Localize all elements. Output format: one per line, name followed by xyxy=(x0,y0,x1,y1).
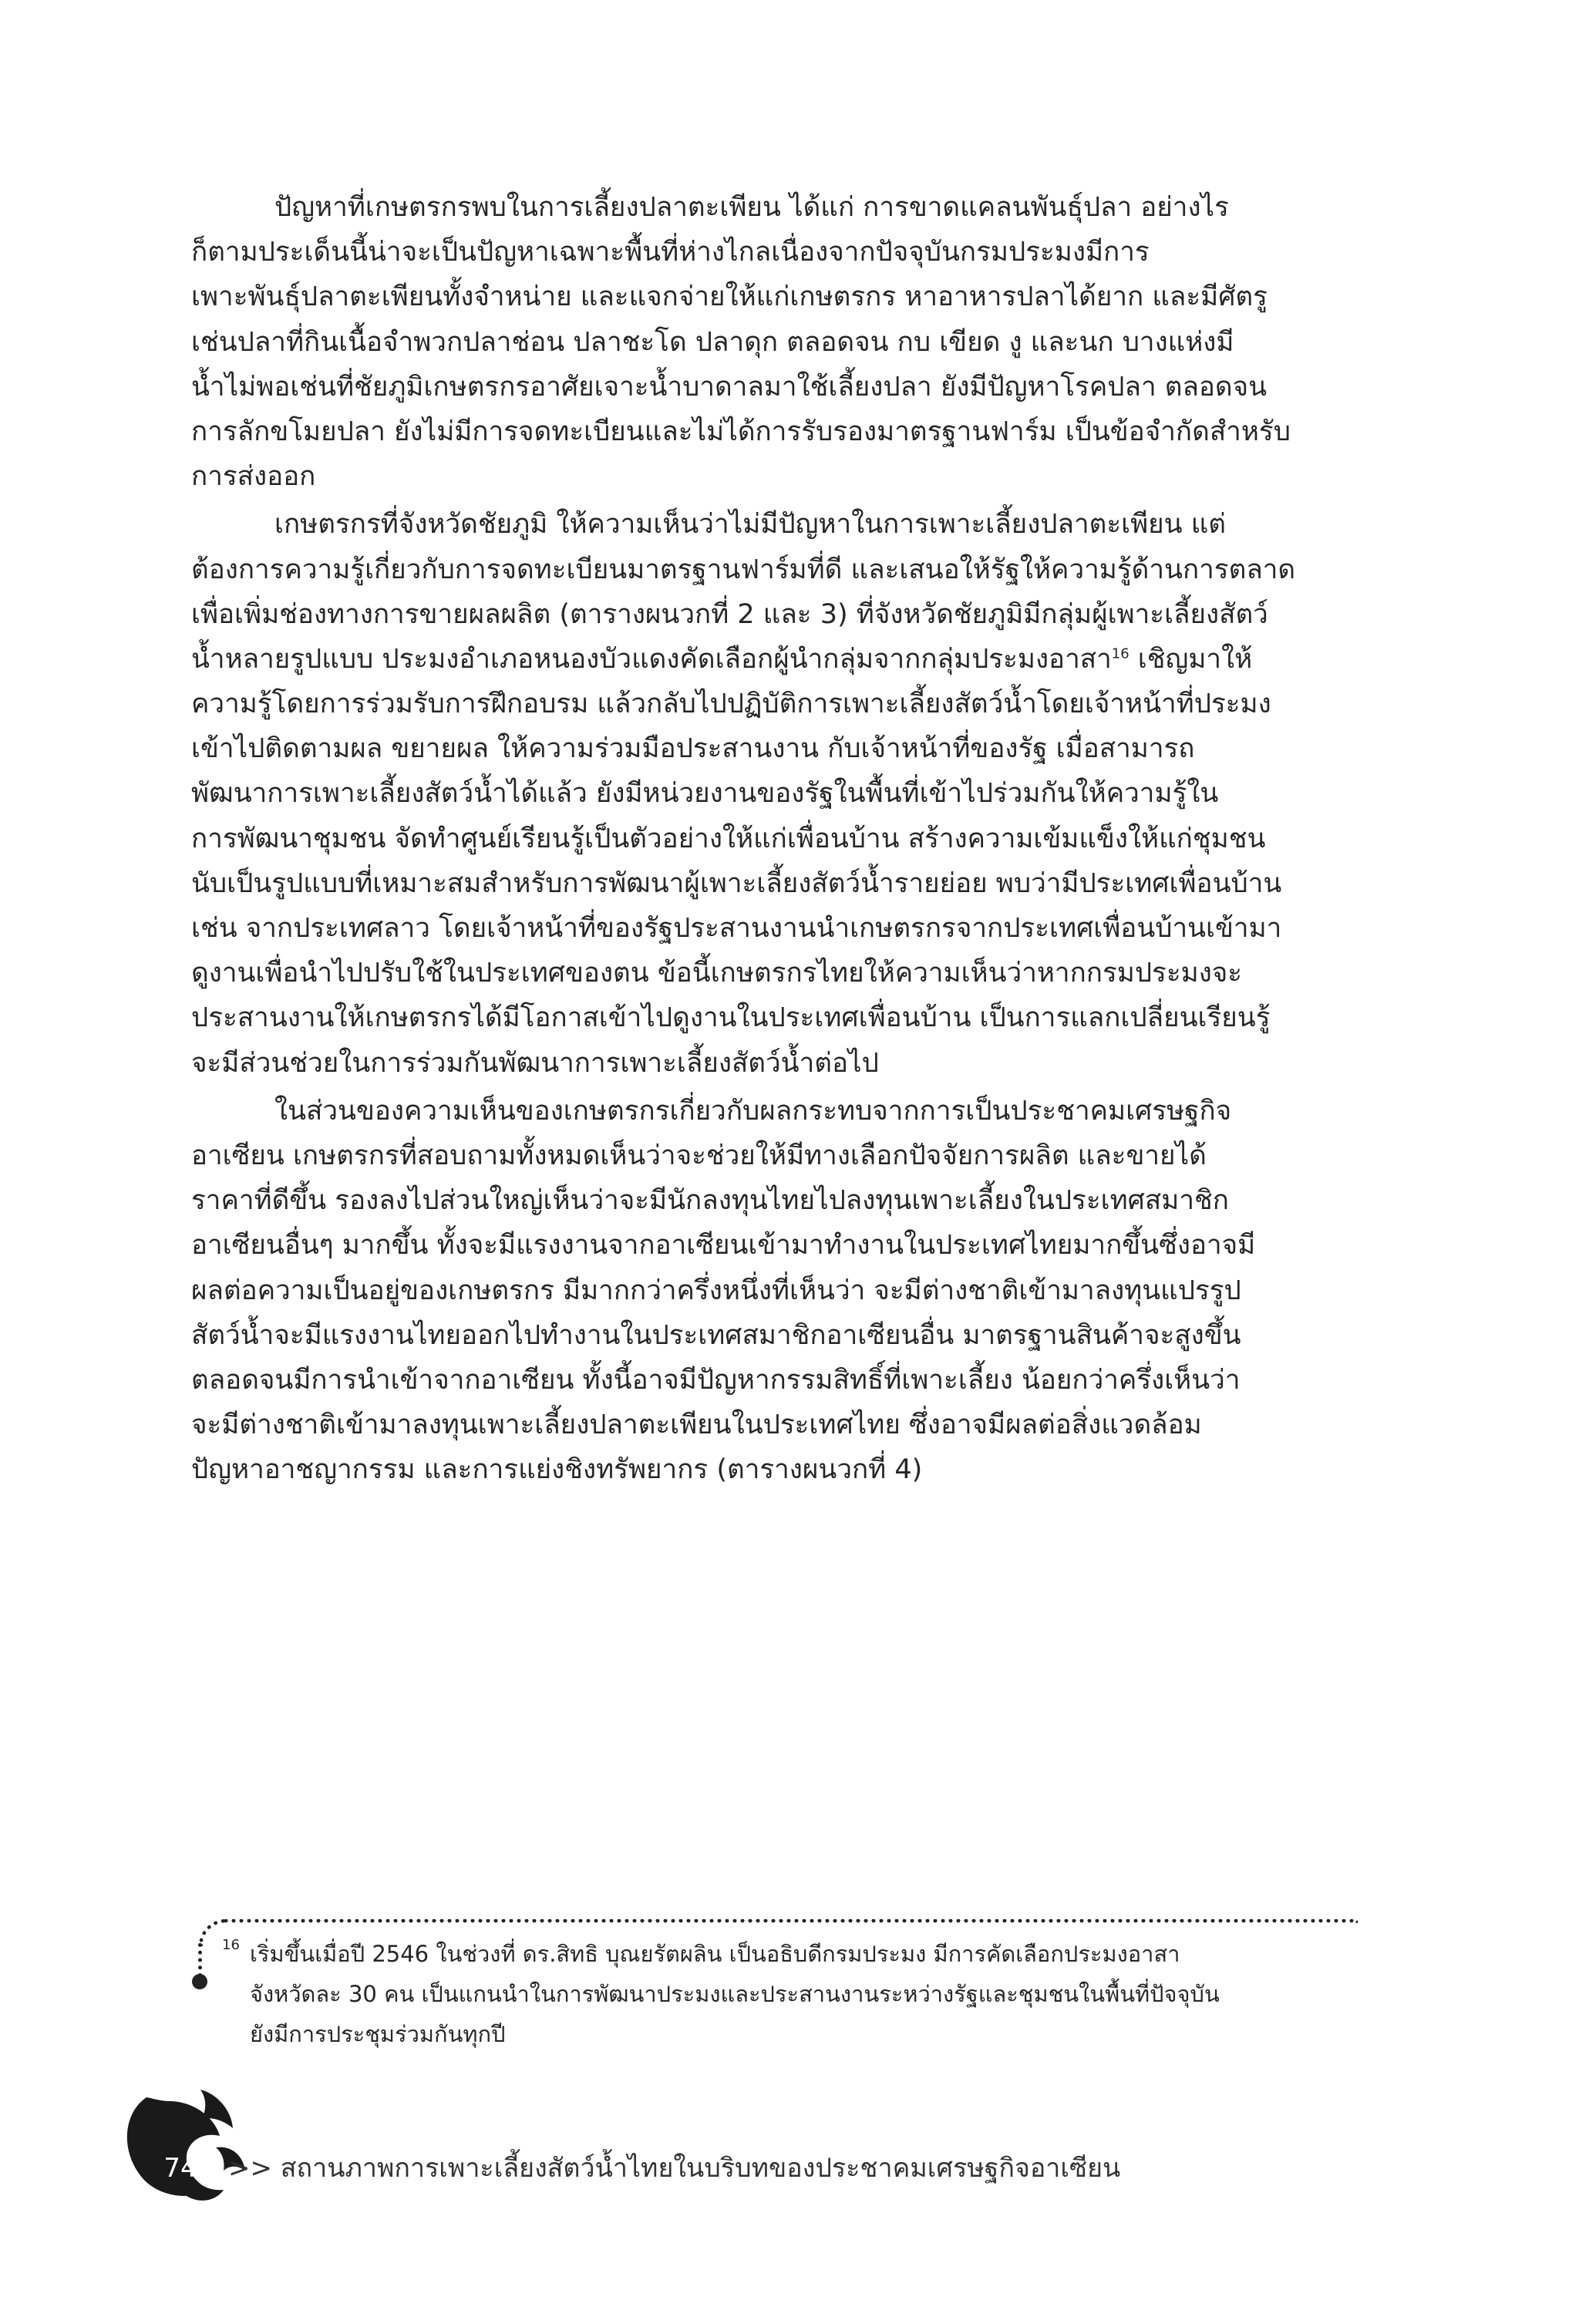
running-footer-title: >> สถานภาพการเพาะเลี้ยงสัตว์น้ำไทยในบริบทของประชาคมเศรษฐกิจอาเซียน xyxy=(228,2153,1121,2184)
text-line: ประสานงานให้เกษตรกรได้มีโอกาสเข้าไปดูงานในประเทศเพื่อนบ้าน เป็นการแลกเปลี่ยนเรียนรู้ xyxy=(191,1002,1271,1034)
text-line: อาเซียน เกษตรกรที่สอบถามทั้งหมดเห็นว่าจะช่วยให้มีทางเลือกปัจจัยการผลิต และขายได้ xyxy=(191,1140,1207,1171)
text-line: อาเซียนอื่นๆ มากขึ้น ทั้งจะมีแรงงานจากอาเซียนเข้ามาทำงานในประเทศไทยมากขึ้นซึ่งอาจมี xyxy=(191,1230,1256,1261)
text-line: นับเป็นรูปแบบที่เหมาะสมสำหรับการพัฒนาผู้เพาะเลี้ยงสัตว์น้ำรายย่อย พบว่ามีประเทศเพื่อนบ้าน xyxy=(191,867,1282,899)
fish-silhouette-icon xyxy=(116,2074,247,2205)
text-line: ในส่วนของความเห็นของเกษตรกรเกี่ยวกับผลกระทบจากการเป็นประชาคมเศรษฐกิจ xyxy=(274,1095,1232,1127)
text-line-tail: เชิญมาให้ xyxy=(1129,643,1253,675)
text-line: เกษตรกรที่จังหวัดชัยภูมิ ให้ความเห็นว่าไม่มีปัญหาในการเพาะเลี้ยงปลาตะเพียน แต่ xyxy=(274,509,1227,541)
text-line: ปัญหาอาชญากรรม และการแย่งชิงทรัพยากร (ตารางผนวกที่ 4) xyxy=(191,1454,923,1486)
footnote-divider-stem xyxy=(198,1943,202,1977)
text-line: ความรู้โดยการร่วมรับการฝึกอบรม แล้วกลับไปปฏิบัติการเพาะเลี้ยงสัตว์น้ำโดยเจ้าหน้าที่ประมง xyxy=(191,689,1271,720)
paragraph-2 xyxy=(191,502,1354,1085)
text-line: เพื่อเพิ่มช่องทางการขายผลผลิต (ตารางผนวกที่ 2 และ 3) ที่จังหวัดชัยภูมิมีกลุ่มผู้เพาะเลี้ยงสัตว์ xyxy=(191,598,1268,630)
text-line: ปัญหาที่เกษตรกรพบในการเลี้ยงปลาตะเพียน ได้แก่ การขาดแคลนพันธุ์ปลา อย่างไร xyxy=(274,192,1229,223)
text-line: การส่งออก xyxy=(191,461,316,493)
text-line: เช่น จากประเทศลาว โดยเจ้าหน้าที่ของรัฐประสานงานนำเกษตรกรจากประเทศเพื่อนบ้านเข้ามา xyxy=(191,913,1282,944)
footnote-number: 16 xyxy=(222,1937,240,1953)
text-line: ตลอดจนมีการนำเข้าจากอาเซียน ทั้งนี้อาจมีปัญหากรรมสิทธิ์ที่เพาะเลี้ยง น้อยกว่าครึ่งเห็นว่า xyxy=(191,1364,1241,1396)
text-line: จะมีส่วนช่วยในการร่วมกันพัฒนาการเพาะเลี้ยงสัตว์น้ำต่อไป xyxy=(191,1047,879,1079)
text-line: ราคาที่ดีขึ้น รองลงไปส่วนใหญ่เห็นว่าจะมีนักลงทุนไทยไปลงทุนเพาะเลี้ยงในประเทศสมาชิก xyxy=(191,1185,1229,1217)
text-line: จะมีต่างชาติเข้ามาลงทุนเพาะเลี้ยงปลาตะเพียนในประเทศไทย ซึ่งอาจมีผลต่อสิ่งแวดล้อม xyxy=(191,1410,1202,1441)
text-line: ดูงานเพื่อนำไปปรับใช้ในประเทศของตน ข้อนี้เกษตรกรไทยให้ความเห็นว่าหากกรมประมงจะ xyxy=(191,958,1243,989)
paragraph-1 xyxy=(191,185,1354,499)
text-line: เข้าไปติดตามผล ขยายผล ให้ความร่วมมือประสานงาน กับเจ้าหน้าที่ของรัฐ เมื่อสามารถ xyxy=(191,733,1195,765)
text-line-main: น้ำหลายรูปแบบ ประมงอำเภอหนองบัวแดงคัดเลือกผู้นำกลุ่มจากกลุ่มประมงอาสา xyxy=(191,643,1112,675)
text-line: ต้องการความรู้เกี่ยวกับการจดทะเบียนมาตรฐานฟาร์มที่ดี และเสนอให้รัฐให้ความรู้ด้านการตลาด xyxy=(191,554,1296,585)
text-line: พัฒนาการเพาะเลี้ยงสัตว์น้ำได้แล้ว ยังมีหน่วยงานของรัฐในพื้นที่เข้าไปร่วมกันให้ความรู้ใน xyxy=(191,778,1219,810)
footnote-line: ยังมีการประชุมร่วมกันทุกปี xyxy=(250,2021,506,2047)
footnote-bullet-dot xyxy=(192,1974,207,1989)
text-line xyxy=(191,637,1354,682)
paragraph-3 xyxy=(191,1089,1354,1493)
text-line: การพัฒนาชุมชน จัดทำศูนย์เรียนรู้เป็นตัวอย่างให้แก่เพื่อนบ้าน สร้างความเข้มแข็งให้แก่ชุมชน xyxy=(191,823,1266,854)
text-line: สัตว์น้ำจะมีแรงงานไทยออกไปทำงานในประเทศสมาชิกอาเซียนอื่น มาตรฐานสินค้าจะสูงขึ้น xyxy=(191,1319,1241,1351)
footnote-reference: 16 xyxy=(1111,645,1130,662)
footnote xyxy=(222,1934,1355,2054)
text-line: น้ำไม่พอเช่นที่ชัยภูมิเกษตรกรอาศัยเจาะน้ำบาดาลมาใช้เลี้ยงปลา ยังมีปัญหาโรคปลา ตลอดจน xyxy=(191,371,1268,402)
footnote-line: จังหวัดละ 30 คน เป็นแกนนำในการพัฒนาประมงและประสานงานระหว่างรัฐและชุมชนในพื้นที่ปัจจุบัน xyxy=(250,1981,1220,2007)
text-line: เช่นปลาที่กินเนื้อจำพวกปลาช่อน ปลาชะโด ปลาดุก ตลอดจน กบ เขียด งู และนก บางแห่งมี xyxy=(191,326,1234,358)
text-line: การลักขโมยปลา ยังไม่มีการจดทะเบียนและไม่ได้การรับรองมาตรฐานฟาร์ม เป็นข้อจำกัดสำหรับ xyxy=(191,416,1291,447)
text-line: ก็ตามประเด็นนี้น่าจะเป็นปัญหาเฉพาะพื้นที่ห่างไกลเนื่องจากปัจจุบันกรมประมงมีการ xyxy=(191,237,1150,268)
text-line: เพาะพันธุ์ปลาตะเพียนทั้งจำหน่าย และแจกจ่ายให้แก่เกษตรกร หาอาหารปลาได้ยาก และมีศัตรู xyxy=(191,281,1268,313)
page-number: 74 xyxy=(163,2153,197,2184)
text-line: ผลต่อความเป็นอยู่ของเกษตรกร มีมากกว่าครึ่งหนึ่งที่เห็นว่า จะมีต่างชาติเข้ามาลงทุนแปรรูป xyxy=(191,1275,1241,1306)
footnote-line: เริ่มขึ้นเมื่อปี 2546 ในช่วงที่ ดร.สิทธิ บุณยรัตผลิน เป็นอธิบดีกรมประมง มีการคัดเลือกประมงอาสา xyxy=(250,1941,1180,1967)
main-text xyxy=(191,185,1354,1492)
